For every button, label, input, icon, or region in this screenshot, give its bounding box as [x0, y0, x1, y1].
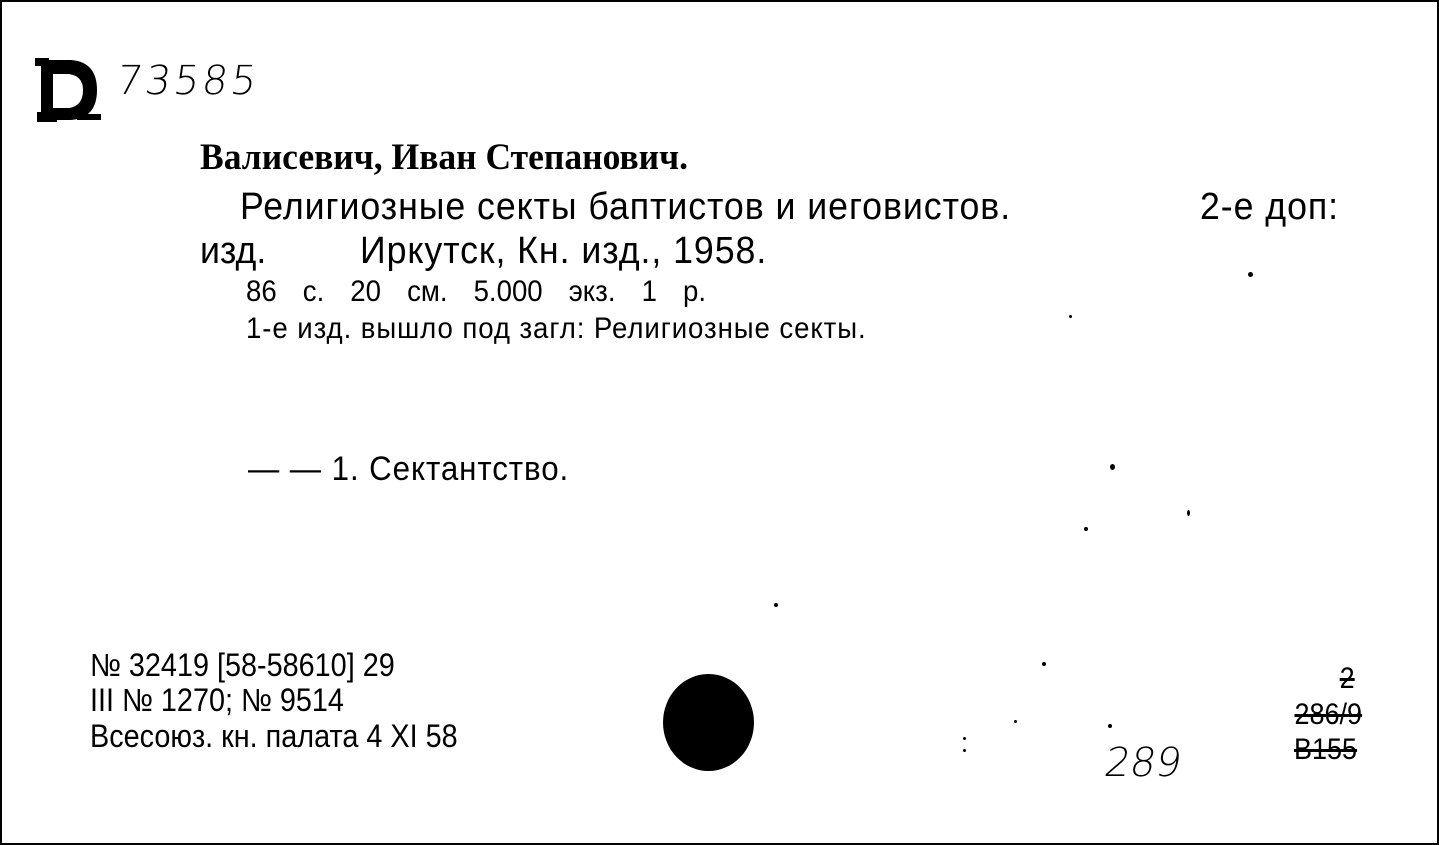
speck — [1084, 527, 1088, 531]
edition-statement: 2-е доп: — [1200, 186, 1340, 228]
edition-statement-continued: изд. — [200, 230, 267, 272]
bibliographic-note: 1-е изд. вышло под загл: Религиозные секты. — [246, 312, 867, 345]
speck — [1248, 272, 1253, 277]
speck — [1187, 510, 1190, 516]
subject-heading: — — 1. Сектантство. — [248, 450, 570, 488]
punch-hole — [663, 674, 754, 771]
card-number: № 32419 [58-58610] 29 — [90, 647, 395, 683]
author-name: Валисевич, Иван Степанович. — [200, 137, 689, 178]
speck — [1110, 464, 1115, 470]
registration-numbers: III № 1270; № 9514 — [90, 682, 344, 718]
speck — [1042, 662, 1046, 666]
speck — [1069, 315, 1072, 318]
handwritten-number: 289 — [1100, 740, 1186, 786]
speck — [963, 737, 966, 740]
shelf-mark-1: 2 — [1339, 662, 1355, 695]
speck — [963, 749, 966, 752]
shelf-mark-2: 286/9 — [1294, 698, 1362, 731]
collation: 86 с. 20 см. 5.000 экз. 1 р. — [246, 275, 707, 308]
imprint: Иркутск, Кн. изд., 1958. — [360, 230, 768, 272]
speck — [1108, 724, 1112, 728]
speck — [1014, 720, 1017, 723]
issuing-chamber: Всесоюз. кн. палата 4 XI 58 — [90, 718, 458, 754]
library-stamp-icon — [35, 54, 105, 126]
shelf-mark-3: В155 — [1293, 733, 1357, 766]
call-number: 73585 — [113, 58, 263, 104]
title-line-1: Религиозные секты баптистов и иеговистов. — [240, 186, 1012, 228]
speck — [774, 603, 778, 607]
